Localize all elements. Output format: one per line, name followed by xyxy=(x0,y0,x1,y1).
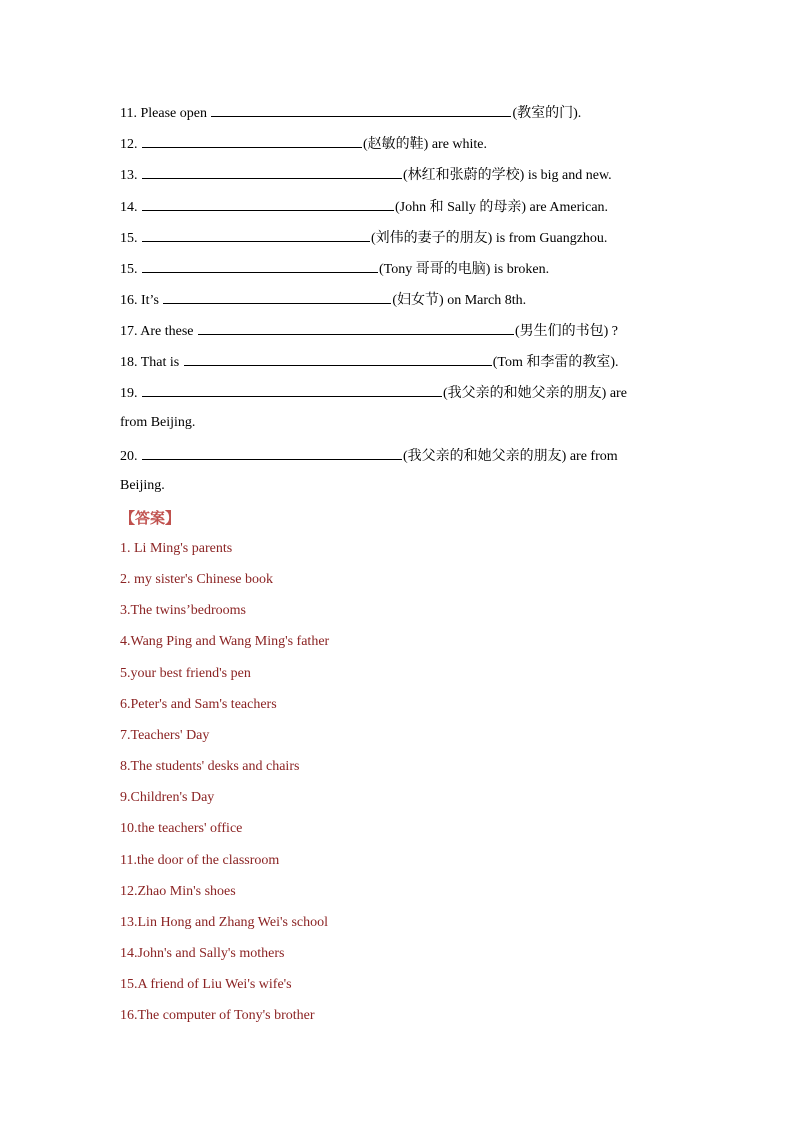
question-18 xyxy=(120,352,619,372)
answer-item: 10.the teachers' office xyxy=(120,821,243,836)
question-prefix: 15. xyxy=(120,262,138,277)
answer-blank xyxy=(184,352,492,366)
answer-blank xyxy=(142,259,378,273)
question-prefix: 15. xyxy=(120,231,138,246)
answer-blank xyxy=(142,228,370,242)
answer-blank xyxy=(163,290,391,304)
question-prefix: 14. xyxy=(120,200,138,215)
question-16 xyxy=(120,290,526,310)
answer-blank xyxy=(198,321,514,335)
answer-item: 5.your best friend's pen xyxy=(120,666,251,681)
answer-blank xyxy=(142,165,402,179)
question-suffix: (我父亲的和她父亲的朋友) are xyxy=(443,386,627,401)
answer-item: 8.The students' desks and chairs xyxy=(120,759,300,774)
answer-blank xyxy=(142,134,362,148)
question-20 xyxy=(120,446,618,466)
question-prefix: 20. xyxy=(120,449,138,464)
answer-item: 15.A friend of Liu Wei's wife's xyxy=(120,977,292,992)
answer-item: 7.Teachers' Day xyxy=(120,728,210,743)
question-prefix: 18. That is xyxy=(120,355,180,370)
question-prefix: 16. It’s xyxy=(120,293,159,308)
answer-blank xyxy=(142,383,442,397)
question-12 xyxy=(120,134,487,154)
question-14 xyxy=(120,197,608,217)
question-13 xyxy=(120,165,612,185)
question-suffix: (John 和 Sally 的母亲) are American. xyxy=(395,200,609,215)
answer-item: 4.Wang Ping and Wang Ming's father xyxy=(120,634,330,649)
answer-item: 6.Peter's and Sam's teachers xyxy=(120,697,277,712)
answer-item: 16.The computer of Tony's brother xyxy=(120,1008,315,1023)
answer-item: 13.Lin Hong and Zhang Wei's school xyxy=(120,915,328,930)
question-prefix: 17. Are these xyxy=(120,324,194,339)
question-19-continuation: from Beijing. xyxy=(120,415,196,430)
question-11 xyxy=(120,103,581,123)
answer-item: 11.the door of the classroom xyxy=(120,853,280,868)
question-suffix: (男生们的书包) ? xyxy=(514,324,619,339)
question-suffix: (林红和张蔚的学校) is big and new. xyxy=(403,168,612,183)
question-15a xyxy=(120,228,607,248)
answer-item: 1. Li Ming's parents xyxy=(120,541,233,556)
question-suffix: (教室的门). xyxy=(512,106,582,121)
question-suffix: (我父亲的和她父亲的朋友) are from xyxy=(403,449,618,464)
question-prefix: 11. Please open xyxy=(120,106,207,121)
question-prefix: 12. xyxy=(120,137,138,152)
question-suffix: (刘伟的妻子的朋友) is from Guangzhou. xyxy=(371,231,608,246)
question-suffix: (赵敏的鞋) are white. xyxy=(363,137,488,152)
question-prefix: 13. xyxy=(120,168,138,183)
question-20-continuation: Beijing. xyxy=(120,478,165,493)
answer-blank xyxy=(142,446,402,460)
answer-item: 9.Children's Day xyxy=(120,790,215,805)
answer-blank xyxy=(211,103,511,117)
question-15b xyxy=(120,259,549,279)
question-19 xyxy=(120,383,627,403)
question-suffix: (妇女节) on March 8th. xyxy=(392,293,527,308)
question-suffix: (Tom 和李雷的教室). xyxy=(492,355,619,370)
question-17 xyxy=(120,321,618,341)
question-prefix: 19. xyxy=(120,386,138,401)
answer-item: 12.Zhao Min's shoes xyxy=(120,884,236,899)
answer-blank xyxy=(142,197,394,211)
answer-item: 3.The twins’bedrooms xyxy=(120,603,246,618)
answer-item: 2. my sister's Chinese book xyxy=(120,572,274,587)
answer-item: 14.John's and Sally's mothers xyxy=(120,946,285,961)
answer-heading: 【答案】 xyxy=(120,509,181,527)
question-suffix: (Tony 哥哥的电脑) is broken. xyxy=(379,262,550,277)
